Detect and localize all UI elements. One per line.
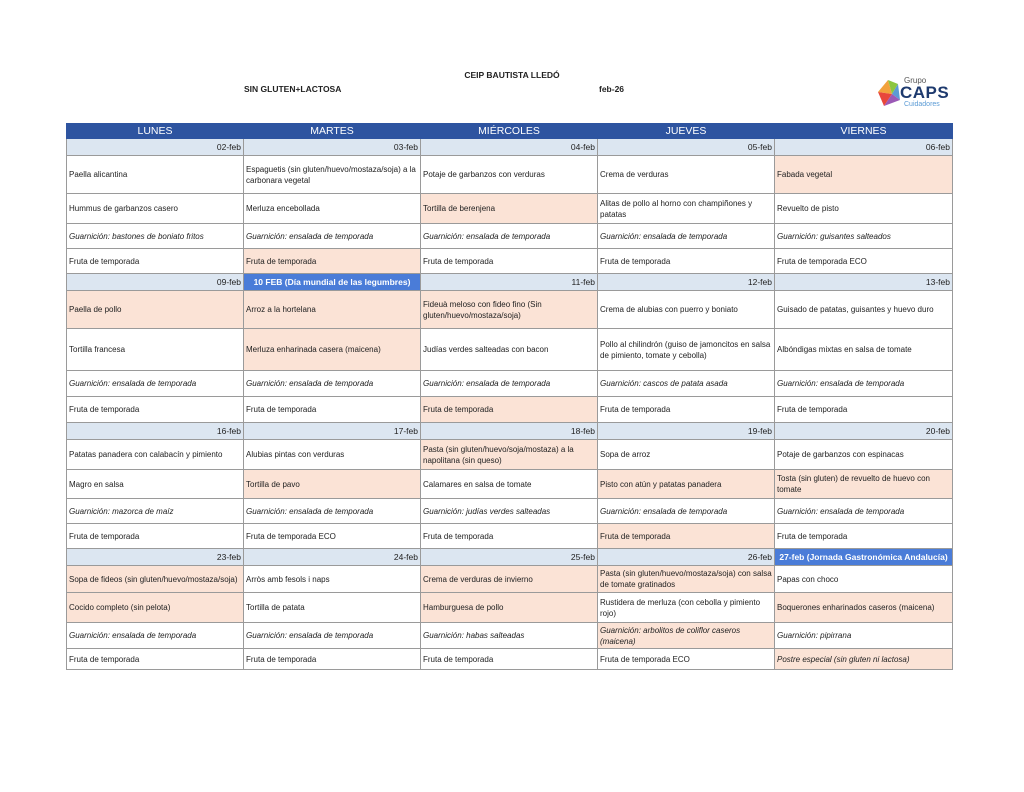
dish-text: Sopa de arroz: [600, 450, 651, 459]
date-cell: 17-feb: [244, 423, 421, 440]
dish-text: Fruta de temporada: [423, 531, 494, 541]
dish-cell-tuesday: [244, 440, 421, 470]
dish-cell-wednesday: [421, 440, 598, 470]
date-cell: 23-feb: [67, 549, 244, 566]
dish-cell-friday: [775, 623, 953, 649]
dish-text: Guarnición: guisantes salteados: [777, 231, 891, 241]
dish-cell-tuesday: [244, 224, 421, 249]
menu-row: [67, 470, 953, 499]
dish-text: Alubias pintas con verduras: [246, 450, 345, 459]
dish-cell-wednesday: [421, 329, 598, 371]
dish-cell-tuesday: [244, 156, 421, 194]
dish-cell-wednesday: [421, 156, 598, 194]
menu-row: [67, 623, 953, 649]
dish-text: Fruta de temporada: [777, 405, 848, 414]
dish-text: Guarnición: ensalada de temporada: [69, 379, 197, 388]
dish-text: Fruta de temporada: [423, 405, 494, 414]
dish-text: Guarnición: ensalada de temporada: [777, 379, 905, 388]
dish-text: Papas con choco: [777, 574, 839, 584]
dish-text: Guarnición: pipirrana: [777, 631, 852, 640]
menu-row: [67, 397, 953, 423]
dish-cell-tuesday: [244, 371, 421, 397]
menu-row: [67, 156, 953, 194]
dish-text: Guarnición: ensalada de temporada: [600, 231, 728, 241]
menu-row: [67, 440, 953, 470]
menu-row: [67, 291, 953, 329]
dish-text: Paella de pollo: [69, 305, 122, 314]
dish-cell-friday: [775, 440, 953, 470]
menu-row: [67, 649, 953, 670]
dish-text: Espaguetis (sin gluten/huevo/mostaza/soja) a la carbonara vegetal: [246, 164, 416, 185]
dish-text: Potaje de garbanzos con verduras: [423, 170, 545, 179]
dish-cell-wednesday: [421, 291, 598, 329]
date-cell: 03-feb: [244, 139, 421, 156]
dish-text: Fruta de temporada: [246, 654, 317, 664]
dish-cell-thursday: [598, 329, 775, 371]
date-cell: 06-feb: [775, 139, 953, 156]
dish-cell-friday: [775, 470, 953, 499]
dish-text: Fruta de temporada: [69, 531, 140, 541]
dish-cell-monday: [67, 397, 244, 423]
dish-cell-friday: [775, 524, 953, 549]
dish-text: Guarnición: ensalada de temporada: [69, 631, 197, 640]
dish-text: Guarnición: ensalada de temporada: [246, 631, 374, 640]
dish-text: Fruta de temporada: [777, 531, 848, 541]
dish-text: Guarnición: ensalada de temporada: [777, 506, 905, 516]
date-cell: 13-feb: [775, 274, 953, 291]
dish-text: Guarnición: ensalada de temporada: [423, 379, 551, 388]
date-cell: 09-feb: [67, 274, 244, 291]
dish-text: Rustidera de merluza (con cebolla y pimiento rojo): [600, 597, 761, 618]
dish-text: Crema de verduras de invierno: [423, 574, 533, 584]
date-cell: 11-feb: [421, 274, 598, 291]
dish-text: Fruta de temporada: [246, 256, 317, 266]
dish-text: Fruta de temporada: [246, 405, 317, 414]
menu-row: [67, 224, 953, 249]
day-header-monday: LUNES: [67, 124, 244, 139]
dish-cell-friday: [775, 224, 953, 249]
special-date-cell: 10 FEB (Día mundial de las legumbres): [244, 274, 421, 291]
dish-text: Merluza encebollada: [246, 204, 320, 213]
date-cell: 19-feb: [598, 423, 775, 440]
dish-text: Fruta de temporada ECO: [600, 654, 690, 664]
dish-text: Guarnición: ensalada de temporada: [423, 231, 551, 241]
dish-text: Arròs amb fesols i naps: [246, 574, 330, 584]
dish-cell-friday: [775, 566, 953, 593]
dish-text: Merluza enharinada casera (maicena): [246, 345, 381, 354]
dish-cell-thursday: [598, 566, 775, 593]
menu-table: [66, 123, 953, 670]
logo-group-text: Grupo: [904, 76, 927, 85]
dish-cell-tuesday: [244, 291, 421, 329]
dish-cell-thursday: [598, 440, 775, 470]
dish-text: Alitas de pollo al horno con champiñones y patatas: [600, 198, 753, 219]
day-header-tuesday: MARTES: [244, 124, 421, 139]
menu-row: [67, 371, 953, 397]
dish-cell-monday: [67, 291, 244, 329]
month-label: feb-26: [599, 84, 625, 94]
dish-text: Guarnición: ensalada de temporada: [600, 506, 728, 516]
dish-text: Guisado de patatas, guisantes y huevo duro: [777, 305, 934, 314]
date-row: [67, 549, 953, 566]
dish-text: Postre especial (sin gluten ni lactosa): [777, 654, 910, 664]
dish-cell-wednesday: [421, 397, 598, 423]
menu-row: [67, 329, 953, 371]
dish-cell-tuesday: [244, 470, 421, 499]
dish-cell-tuesday: [244, 593, 421, 623]
dish-text: Judías verdes salteadas con bacon: [423, 345, 549, 354]
dish-text: Tortilla de patata: [246, 603, 305, 612]
dish-text: Fruta de temporada: [423, 256, 494, 266]
dish-cell-friday: [775, 593, 953, 623]
dish-cell-thursday: [598, 291, 775, 329]
dish-text: Calamares en salsa de tomate: [423, 479, 532, 489]
dish-cell-tuesday: [244, 566, 421, 593]
dish-cell-friday: [775, 329, 953, 371]
dish-text: Guarnición: arbolitos de coliflor caseros (maicena): [600, 625, 741, 646]
dish-text: Fideuà meloso con fideo fino (Sin gluten/huevo/mostaza/soja): [423, 299, 542, 320]
dish-text: Fruta de temporada ECO: [246, 531, 336, 541]
day-header-friday: VIERNES: [775, 124, 953, 139]
dish-cell-tuesday: [244, 194, 421, 224]
dish-cell-monday: [67, 499, 244, 524]
dish-text: Tosta (sin gluten) de revuelto de huevo con tomate: [777, 474, 930, 494]
date-cell: 20-feb: [775, 423, 953, 440]
date-cell: 24-feb: [244, 549, 421, 566]
dish-text: Guarnición: cascos de patata asada: [600, 379, 728, 388]
date-row: [67, 139, 953, 156]
date-cell: 02-feb: [67, 139, 244, 156]
dish-cell-tuesday: [244, 329, 421, 371]
dish-cell-wednesday: [421, 224, 598, 249]
dish-cell-thursday: [598, 649, 775, 670]
dish-cell-thursday: [598, 524, 775, 549]
dish-cell-friday: [775, 499, 953, 524]
menu-row: [67, 499, 953, 524]
dish-text: Pisto con atún y patatas panadera: [600, 479, 722, 489]
dish-cell-wednesday: [421, 524, 598, 549]
dish-cell-wednesday: [421, 593, 598, 623]
dish-text: Fruta de temporada: [69, 654, 140, 664]
date-cell: 26-feb: [598, 549, 775, 566]
dish-cell-wednesday: [421, 499, 598, 524]
dish-text: Fruta de temporada: [69, 405, 140, 414]
dish-cell-thursday: [598, 224, 775, 249]
dish-cell-tuesday: [244, 249, 421, 274]
dish-cell-monday: [67, 440, 244, 470]
day-header-thursday: JUEVES: [598, 124, 775, 139]
dish-cell-thursday: [598, 623, 775, 649]
dish-cell-wednesday: [421, 194, 598, 224]
dish-text: Tortilla de berenjena: [423, 204, 496, 213]
dish-cell-thursday: [598, 593, 775, 623]
menu-body: [67, 139, 953, 670]
dish-cell-friday: [775, 371, 953, 397]
logo-tagline-text: Cuidadores: [904, 101, 940, 108]
dish-text: Arroz a la hortelana: [246, 305, 316, 314]
date-cell: 12-feb: [598, 274, 775, 291]
dish-cell-tuesday: [244, 649, 421, 670]
dish-text: Crema de alubias con puerro y boniato: [600, 305, 738, 314]
dish-text: Pasta (sin gluten/huevo/soja/mostaza) a la napolitana (sin queso): [423, 444, 574, 465]
dish-text: Fruta de temporada: [600, 256, 671, 266]
dish-text: Fruta de temporada: [600, 405, 671, 414]
dish-text: Magro en salsa: [69, 479, 124, 489]
dish-cell-wednesday: [421, 371, 598, 397]
date-row: [67, 423, 953, 440]
dish-text: Guarnición: ensalada de temporada: [246, 379, 374, 388]
dish-text: Boquerones enharinados caseros (maicena): [777, 603, 935, 612]
menu-row: [67, 524, 953, 549]
dish-cell-monday: [67, 524, 244, 549]
dish-text: Fruta de temporada ECO: [777, 256, 867, 266]
dish-cell-monday: [67, 649, 244, 670]
dish-cell-monday: [67, 566, 244, 593]
logo-brand-text: CAPS: [900, 83, 950, 102]
dish-text: Pollo al chilindrón (guiso de jamoncitos en salsa de pimiento, tomate y cebolla): [600, 339, 771, 360]
date-cell: 25-feb: [421, 549, 598, 566]
dish-cell-wednesday: [421, 623, 598, 649]
dish-cell-friday: [775, 194, 953, 224]
dish-cell-friday: [775, 291, 953, 329]
dish-cell-wednesday: [421, 649, 598, 670]
dish-text: Pasta (sin gluten/huevo/mostaza/soja) con salsa de tomate gratinados: [600, 569, 772, 589]
dish-cell-thursday: [598, 470, 775, 499]
dish-cell-wednesday: [421, 249, 598, 274]
dish-text: Patatas panadera con calabacín y pimiento: [69, 450, 223, 459]
dish-cell-monday: [67, 470, 244, 499]
dish-text: Fruta de temporada: [423, 654, 494, 664]
dish-text: Revuelto de pisto: [777, 204, 839, 213]
dish-cell-monday: [67, 224, 244, 249]
dish-cell-tuesday: [244, 397, 421, 423]
dish-text: Guarnición: ensalada de temporada: [246, 231, 374, 241]
dish-text: Tortilla francesa: [69, 345, 126, 354]
dish-cell-monday: [67, 371, 244, 397]
day-header-wednesday: MIÉRCOLES: [421, 124, 598, 139]
dish-text: Fruta de temporada: [600, 531, 671, 541]
school-title: CEIP BAUTISTA LLEDÓ: [464, 70, 560, 80]
date-cell: 04-feb: [421, 139, 598, 156]
dish-cell-friday: [775, 649, 953, 670]
date-cell: 18-feb: [421, 423, 598, 440]
dish-text: Guarnición: habas salteadas: [423, 631, 525, 640]
dish-cell-thursday: [598, 371, 775, 397]
date-row: [67, 274, 953, 291]
dish-text: Guarnición: bastones de boniato fritos: [69, 231, 204, 241]
dish-cell-wednesday: [421, 566, 598, 593]
dish-cell-friday: [775, 156, 953, 194]
dish-cell-tuesday: [244, 524, 421, 549]
dish-text: Albóndigas mixtas en salsa de tomate: [777, 345, 912, 354]
dish-text: Hamburguesa de pollo: [423, 603, 504, 612]
dish-cell-monday: [67, 623, 244, 649]
dish-text: Potaje de garbanzos con espinacas: [777, 450, 904, 459]
dish-cell-thursday: [598, 249, 775, 274]
diet-label: SIN GLUTEN+LACTOSA: [244, 84, 342, 94]
date-cell: 05-feb: [598, 139, 775, 156]
dish-cell-monday: [67, 194, 244, 224]
menu-row: [67, 566, 953, 593]
dish-text: Hummus de garbanzos casero: [69, 204, 178, 213]
dish-text: Sopa de fideos (sin gluten/huevo/mostaza/soja): [69, 574, 238, 584]
dish-cell-thursday: [598, 499, 775, 524]
dish-text: Guarnición: judías verdes salteadas: [423, 506, 551, 516]
dish-cell-tuesday: [244, 623, 421, 649]
dish-text: Cocido completo (sin pelota): [69, 603, 171, 612]
dish-text: Guarnición: mazorca de maíz: [69, 506, 174, 516]
special-date-cell: 27-feb (Jornada Gastronómica Andalucía): [775, 549, 953, 566]
dish-cell-monday: [67, 593, 244, 623]
dish-cell-wednesday: [421, 470, 598, 499]
dish-text: Paella alicantina: [69, 170, 128, 179]
menu-row: [67, 194, 953, 224]
dish-text: Crema de verduras: [600, 170, 669, 179]
dish-text: Tortilla de pavo: [246, 479, 300, 489]
dish-cell-monday: [67, 249, 244, 274]
dish-cell-monday: [67, 329, 244, 371]
day-header-row: [67, 124, 953, 139]
dish-cell-thursday: [598, 194, 775, 224]
dish-text: Fabada vegetal: [777, 170, 833, 179]
dish-cell-tuesday: [244, 499, 421, 524]
dish-cell-thursday: [598, 156, 775, 194]
menu-row: [67, 593, 953, 623]
date-cell: 16-feb: [67, 423, 244, 440]
dish-cell-friday: [775, 249, 953, 274]
dish-cell-monday: [67, 156, 244, 194]
menu-row: [67, 249, 953, 274]
dish-cell-friday: [775, 397, 953, 423]
dish-text: Fruta de temporada: [69, 256, 140, 266]
dish-text: Guarnición: ensalada de temporada: [246, 506, 374, 516]
dish-cell-thursday: [598, 397, 775, 423]
